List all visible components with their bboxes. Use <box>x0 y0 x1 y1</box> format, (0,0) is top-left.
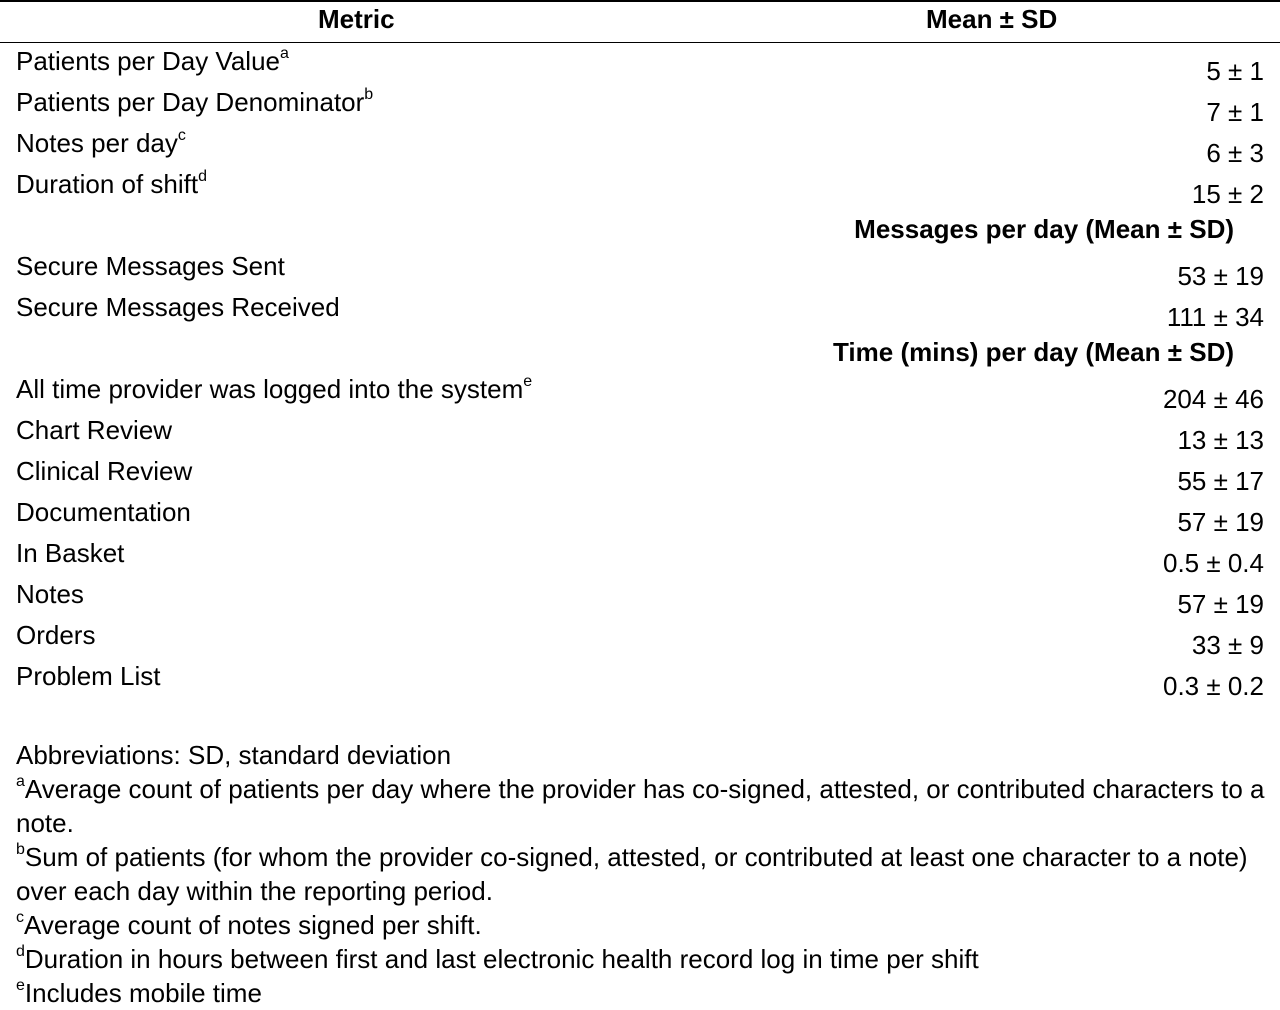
metric-value: 13 ± 13 <box>1177 425 1264 455</box>
metric-label-cell <box>16 374 532 404</box>
footnote-b <box>16 840 1266 908</box>
section-header-row <box>0 333 1280 374</box>
table-row <box>0 251 1280 292</box>
table-row <box>0 661 1280 702</box>
table-top-rule <box>0 0 1280 2</box>
metric-value: 111 ± 34 <box>1166 302 1264 332</box>
footnote-marker: a <box>280 45 289 62</box>
metric-label-cell <box>16 128 186 158</box>
footnote-marker: b <box>364 86 374 103</box>
footnote-text: Average count of notes signed per shift. <box>24 910 482 940</box>
footnote-marker: d <box>198 168 207 185</box>
footnote-marker: c <box>177 127 186 144</box>
metric-label: Patients per Day Denominator <box>16 87 365 117</box>
section-header: Messages per day (Mean ± SD) <box>854 214 1234 244</box>
metric-label: Duration of shift <box>16 169 199 199</box>
metric-label: All time provider was logged into the system <box>16 374 524 404</box>
header-metric: Metric <box>318 4 395 34</box>
metric-label-cell <box>16 169 207 199</box>
metric-label-cell <box>16 579 84 609</box>
metric-label-cell <box>16 497 191 527</box>
footnote-mark: c <box>16 909 24 926</box>
metric-value: 204 ± 46 <box>1162 384 1264 414</box>
footnote-text: Sum of patients (for whom the provider co-signed, attested, or contributed at least one character to a note) over each day within the reporting period. <box>16 842 1248 906</box>
metric-label: Clinical Review <box>16 456 193 486</box>
metric-label: In Basket <box>16 538 125 568</box>
section-header: Time (mins) per day (Mean ± SD) <box>833 337 1234 367</box>
metric-value: 53 ± 19 <box>1177 261 1264 291</box>
metric-value: 15 ± 2 <box>1191 179 1264 209</box>
table-row <box>0 415 1280 456</box>
footnote-text: Includes mobile time <box>24 978 262 1008</box>
footnote-marker: e <box>523 373 533 390</box>
table-row <box>0 497 1280 538</box>
metric-label-cell <box>16 661 161 691</box>
metric-value: 7 ± 1 <box>1206 97 1264 127</box>
metric-label: Chart Review <box>16 415 173 445</box>
table-row <box>0 579 1280 620</box>
metric-value: 0.3 ± 0.2 <box>1162 671 1264 701</box>
metric-label-cell <box>16 251 285 281</box>
metric-label: Notes per day <box>16 128 178 158</box>
metric-label-cell <box>16 620 95 650</box>
metric-value: 5 ± 1 <box>1206 56 1264 86</box>
metric-label: Patients per Day Value <box>16 46 280 76</box>
metric-value: 0.5 ± 0.4 <box>1162 548 1264 578</box>
footnote-text: Duration in hours between first and last electronic health record log in time per shift <box>24 944 979 974</box>
footnote-d <box>16 942 1266 976</box>
metric-label: Problem List <box>16 661 161 691</box>
footnote-mark: b <box>16 841 25 858</box>
metric-label-cell <box>16 292 340 322</box>
footnote-a <box>16 772 1266 840</box>
table-row <box>0 292 1280 333</box>
footnote-e <box>16 976 1266 1010</box>
metric-label: Orders <box>16 620 96 650</box>
footnote-mark: e <box>16 977 25 994</box>
metric-value: 57 ± 19 <box>1177 589 1264 619</box>
footnote-text: Average count of patients per day where the provider has co-signed, attested, or contributed characters to a note. <box>16 774 1265 838</box>
metric-label-cell <box>16 415 172 445</box>
section-header-row <box>0 210 1280 251</box>
footnote-abbreviations: Abbreviations: SD, standard deviation <box>16 740 452 770</box>
table-row <box>0 87 1280 128</box>
metric-label: Notes <box>16 579 84 609</box>
header-rule <box>0 42 1280 43</box>
footnote-mark: a <box>16 773 25 790</box>
table-row <box>0 169 1280 210</box>
table-row <box>0 538 1280 579</box>
metric-value: 57 ± 19 <box>1177 507 1264 537</box>
table-row <box>0 128 1280 169</box>
table-row <box>0 456 1280 497</box>
metric-label-cell <box>16 456 192 486</box>
metric-label: Documentation <box>16 497 191 527</box>
metric-label-cell <box>16 538 124 568</box>
table-row <box>0 620 1280 661</box>
table-row <box>0 374 1280 415</box>
table-row <box>0 46 1280 87</box>
footnote-c <box>16 908 1266 942</box>
header-mean-sd: Mean ± SD <box>926 4 1058 34</box>
metric-label: Secure Messages Sent <box>16 251 285 281</box>
footnotes <box>16 738 1266 1010</box>
metric-value: 55 ± 17 <box>1177 466 1264 496</box>
metric-value: 6 ± 3 <box>1206 138 1264 168</box>
metric-label-cell <box>16 87 373 117</box>
metric-label: Secure Messages Received <box>16 292 340 322</box>
metric-value: 33 ± 9 <box>1191 630 1264 660</box>
metric-label-cell <box>16 46 289 76</box>
footnote-mark: d <box>16 943 25 960</box>
